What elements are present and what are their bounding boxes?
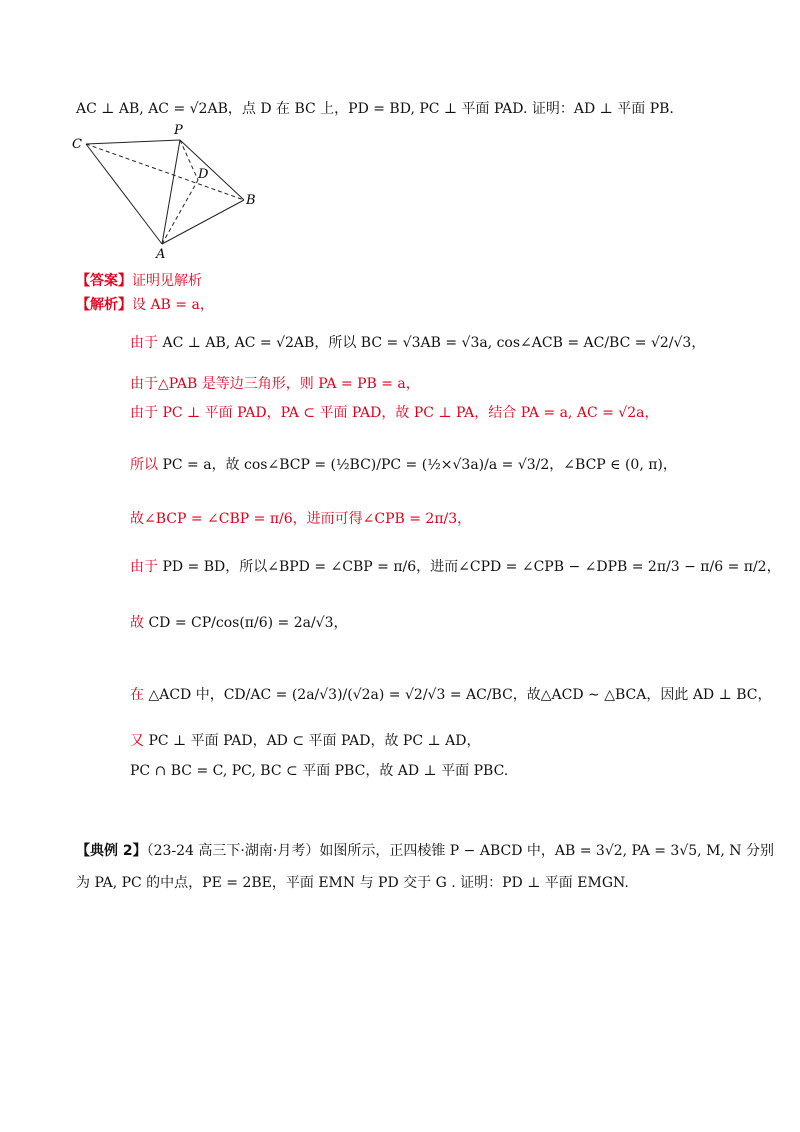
label-A: A bbox=[156, 247, 166, 262]
step-prefix: 又 bbox=[130, 733, 144, 749]
analysis-intro: 设 AB = a， bbox=[132, 297, 214, 313]
answer-text: 证明见解析 bbox=[132, 273, 202, 289]
analysis-intro-line bbox=[76, 294, 214, 314]
example2-line2-text: 为 PA, PC 的中点，PE = 2BE，平面 EMN 与 PD 交于 G . 证明：PD ⊥ 平面 EMGN. bbox=[76, 875, 629, 891]
analysis-step-8 bbox=[130, 684, 772, 704]
analysis-step-2 bbox=[130, 373, 420, 393]
label-B: B bbox=[246, 193, 256, 208]
step-text: 故∠BCP = ∠CBP = π/6，进而可得∠CPB = 2π/3， bbox=[130, 511, 472, 527]
edge-PA bbox=[162, 140, 180, 244]
step-text: CD = CP/cos(π/6) = 2a/√3， bbox=[148, 615, 348, 631]
edge-CB-dashed bbox=[86, 144, 244, 200]
step-prefix: 在 bbox=[130, 687, 144, 703]
example2-tag: 【典例 2】 bbox=[76, 843, 147, 859]
step-text: 由于 PC ⊥ 平面 PAD，PA ⊂ 平面 PAD，故 PC ⊥ PA，结合 PA = a, AC = √2a， bbox=[130, 405, 659, 421]
label-P: P bbox=[174, 123, 183, 138]
edge-CP bbox=[86, 140, 180, 144]
edge-AB bbox=[162, 200, 244, 244]
label-C: C bbox=[72, 137, 82, 152]
pyramid-figure bbox=[68, 122, 268, 262]
step-prefix: 由于 bbox=[130, 559, 158, 575]
example2-source: （23-24 高三下·湖南·月考） bbox=[146, 843, 320, 859]
analysis-step-7 bbox=[130, 612, 348, 632]
analysis-step-1 bbox=[130, 332, 705, 352]
step-prefix: 故 bbox=[130, 615, 144, 631]
analysis-step-4 bbox=[130, 454, 677, 474]
problem-statement bbox=[76, 98, 674, 118]
step-text: PC ⊥ 平面 PAD，AD ⊂ 平面 PAD，故 PC ⊥ AD， bbox=[148, 733, 481, 749]
step-text: PD = BD，所以∠BPD = ∠CBP = π/6，进而∠CPD = ∠CPB − ∠DPB = 2π/3 − π/6 = π/2， bbox=[162, 559, 781, 575]
step-text: PC ∩ BC = C, PC, BC ⊂ 平面 PBC，故 AD ⊥ 平面 PBC. bbox=[130, 763, 509, 779]
edge-CA bbox=[86, 144, 162, 244]
step-prefix: 所以 bbox=[130, 457, 158, 473]
example2-line2 bbox=[76, 872, 629, 892]
edge-PD-dashed bbox=[180, 140, 198, 180]
step-text: PC = a，故 cos∠BCP = (½BC)/PC = (½×√3a)/a = √3/2，∠BCP ∈ (0, π)， bbox=[162, 457, 677, 473]
analysis-step-9 bbox=[130, 730, 480, 750]
answer-tag: 【答案】 bbox=[76, 273, 132, 289]
example2-line1-text: 如图所示，正四棱锥 P − ABCD 中，AB = 3√2, PA = 3√5, M, N 分别 bbox=[319, 843, 775, 859]
analysis-step-6 bbox=[130, 556, 781, 576]
example2-line1 bbox=[76, 840, 774, 860]
step-prefix: 由于 bbox=[130, 335, 158, 351]
step-text: AC ⊥ AB, AC = √2AB，所以 BC = √3AB = √3a, cos∠ACB = AC/BC = √2/√3， bbox=[162, 335, 706, 351]
analysis-tag: 【解析】 bbox=[76, 297, 132, 313]
analysis-step-3 bbox=[130, 402, 658, 422]
analysis-step-10 bbox=[130, 760, 508, 780]
analysis-step-5 bbox=[130, 508, 471, 528]
answer-line bbox=[76, 270, 202, 290]
problem-statement-text: AC ⊥ AB, AC = √2AB，点 D 在 BC 上，PD = BD, PC ⊥ 平面 PAD. 证明：AD ⊥ 平面 PB. bbox=[76, 101, 674, 117]
step-text: 由于△PAB 是等边三角形，则 PA = PB = a， bbox=[130, 376, 420, 392]
step-text: △ACD 中，CD/AC = (2a/√3)/(√2a) = √2/√3 = AC/BC，故△ACD ∼ △BCA，因此 AD ⊥ BC， bbox=[148, 687, 772, 703]
label-D: D bbox=[198, 167, 209, 182]
edge-PB bbox=[180, 140, 244, 200]
